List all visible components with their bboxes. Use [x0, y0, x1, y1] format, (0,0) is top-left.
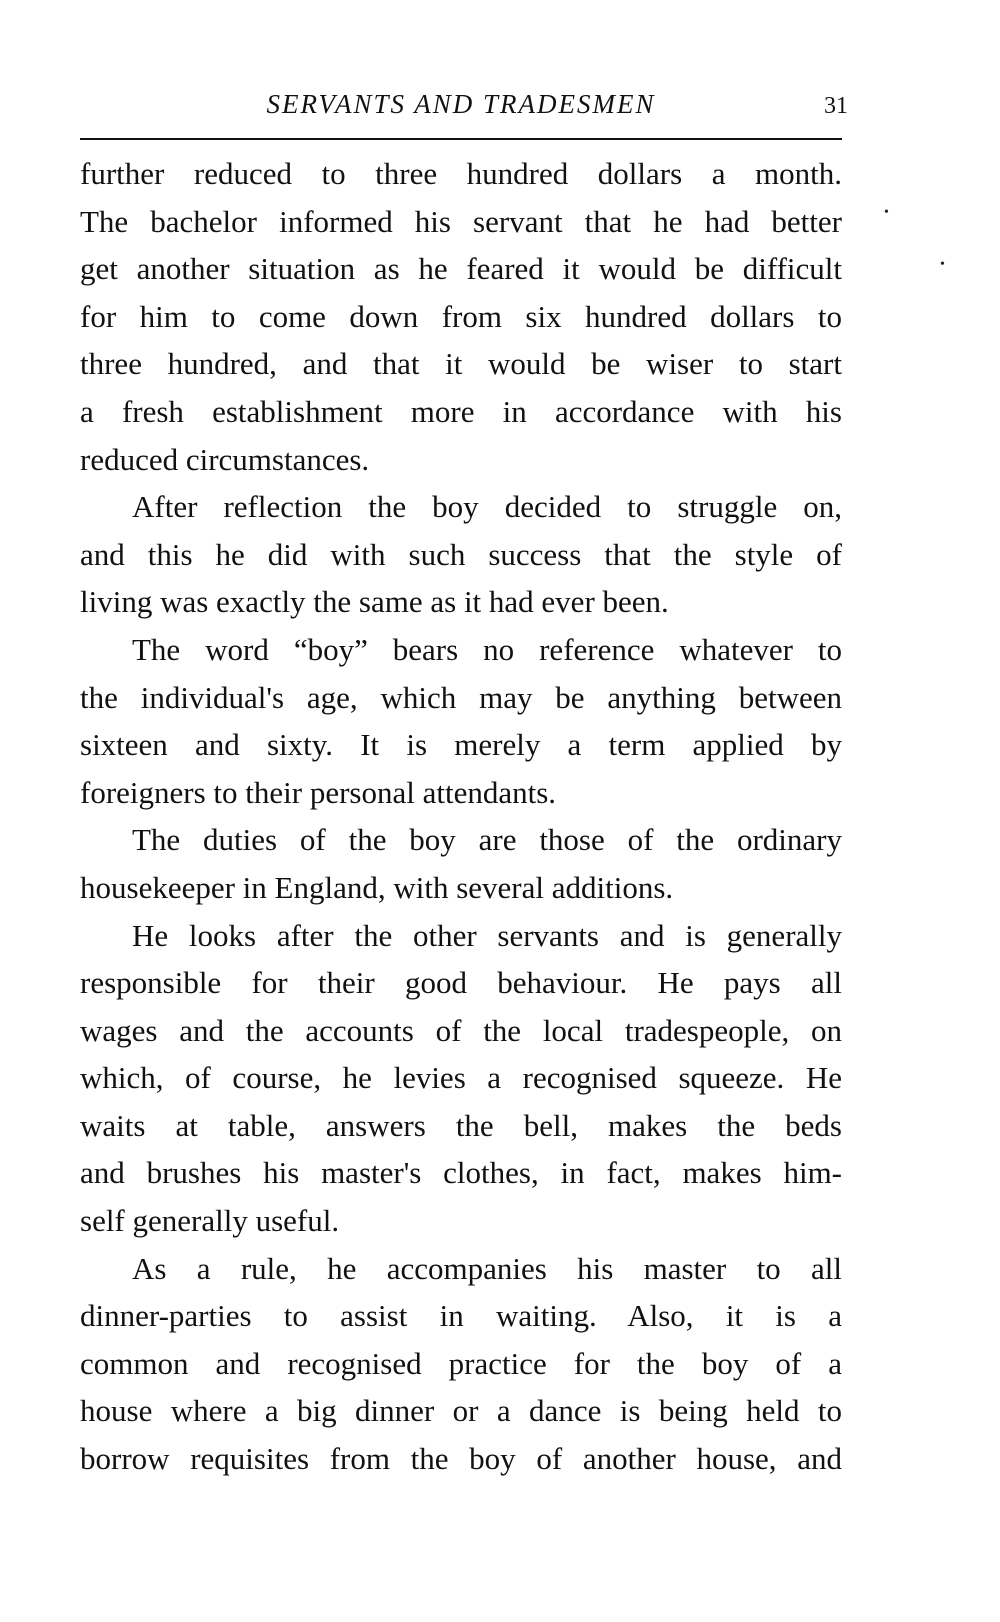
- paragraph-first-line: The duties of the boy are those of the ordinary: [132, 822, 842, 858]
- ink-speck-mark: •: [940, 257, 945, 272]
- paragraph-first-line: After reflection the boy decided to struggle on,: [132, 489, 842, 525]
- text-line: foreigners to their personal attendants.: [80, 774, 557, 810]
- text-line: a fresh establishment more in accordance with his: [80, 393, 842, 429]
- running-title: SERVANTS AND TRADESMEN: [266, 89, 656, 119]
- text-line: the individual's age, which may be anything between: [80, 679, 842, 715]
- body-text: [80, 150, 842, 1483]
- text-line: get another situation as he feared it would be difficult: [80, 251, 842, 287]
- text-line: which, of course, he levies a recognised squeeze. He: [80, 1060, 842, 1096]
- text-line: The bachelor informed his servant that he had better: [80, 203, 842, 239]
- paragraph-first-line: He looks after the other servants and is generally: [132, 917, 842, 953]
- text-line: responsible for their good behaviour. He pays all: [80, 965, 842, 1001]
- text-line: self generally useful.: [80, 1203, 340, 1239]
- running-head: [80, 84, 848, 124]
- text-line: borrow requisites from the boy of another house, and: [80, 1441, 842, 1477]
- header-rule: [80, 138, 842, 140]
- text-line: three hundred, and that it would be wiser to start: [80, 346, 842, 382]
- text-line: sixteen and sixty. It is merely a term applied by: [80, 727, 842, 763]
- text-line: common and recognised practice for the boy of a: [80, 1345, 842, 1381]
- text-line: for him to come down from six hundred dollars to: [80, 298, 842, 334]
- text-line: dinner-parties to assist in waiting. Also, it is a: [80, 1298, 842, 1334]
- paragraph-first-line: As a rule, he accompanies his master to all: [132, 1250, 842, 1286]
- text-line: reduced circumstances.: [80, 441, 370, 477]
- text-line: house where a big dinner or a dance is being held to: [80, 1393, 842, 1429]
- ink-speck-mark: •: [884, 205, 889, 220]
- text-line: further reduced to three hundred dollars a month.: [80, 156, 842, 191]
- text-line: waits at table, answers the bell, makes the beds: [80, 1107, 842, 1143]
- paragraph-first-line: The word “boy” bears no reference whatever to: [132, 631, 842, 667]
- text-line: living was exactly the same as it had ever been.: [80, 584, 669, 620]
- text-line: and brushes his master's clothes, in fact, makes him-: [80, 1155, 842, 1191]
- page-number: 31: [824, 93, 848, 119]
- text-line: and this he did with such success that the style of: [80, 536, 842, 572]
- text-line: housekeeper in England, with several additions.: [80, 869, 674, 905]
- text-line: wages and the accounts of the local tradespeople, on: [80, 1012, 842, 1048]
